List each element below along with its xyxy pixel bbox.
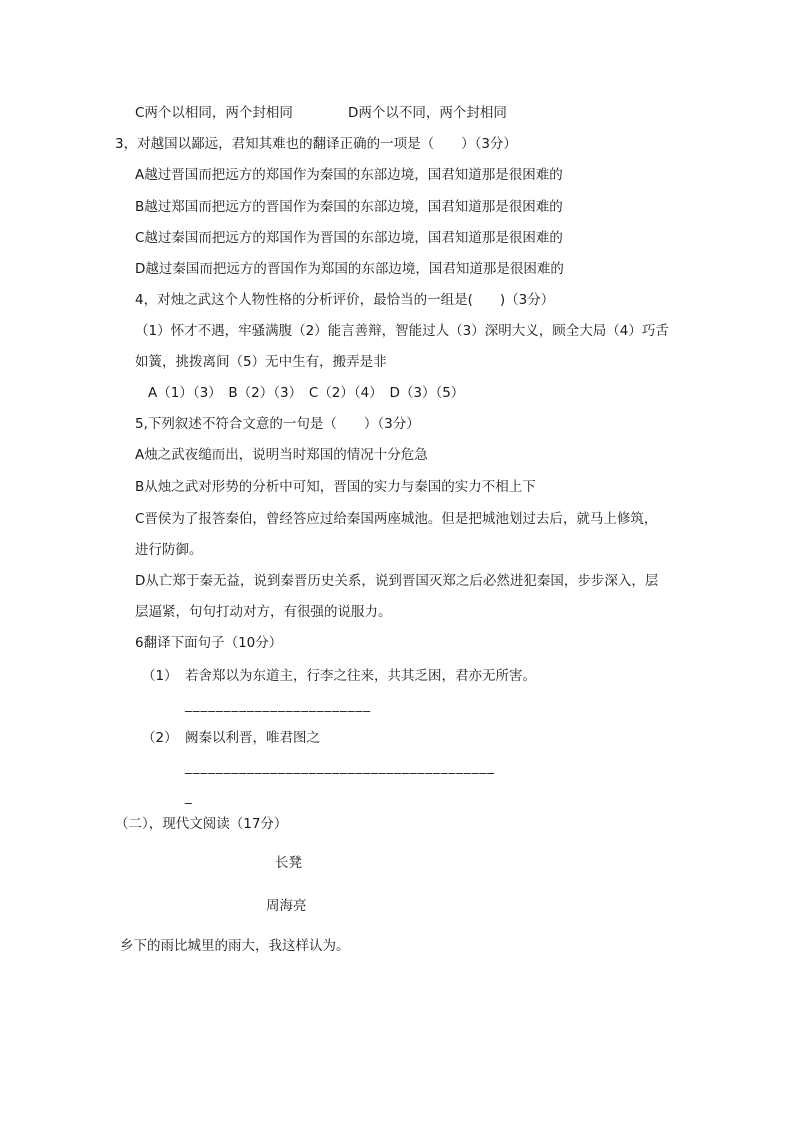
story-first-line: 乡下的雨比城里的雨大，我这样认为。 (120, 938, 350, 954)
q4-traits-line1: （1）怀才不遇，牢骚满腹（2）能言善辩，智能过人（3）深明大义，顾全大局（4）巧舌 (135, 323, 669, 339)
q6-sentence1-answer-blank[interactable]: ________________________ (185, 697, 371, 713)
section2-heading: （二），现代文阅读（17分） (115, 816, 288, 832)
q6-stem: 6翻译下面句子（10分） (135, 635, 283, 651)
q4-traits-line2: 如簧，挑拨离间（5）无中生有，搬弄是非 (135, 354, 387, 370)
q2-option-c: C两个以相同，两个封相同 (135, 105, 293, 121)
q6-sentence2-text: 阙秦以利晋，唯君图之 (185, 730, 320, 746)
q5-option-c-line2: 进行防御。 (135, 542, 203, 558)
q5-stem: 5,下列叙述不符合文意的一句是（ ）（3分） (135, 416, 420, 432)
q3-option-d: D越过秦国而把远方的晋国作为郑国的东部边境，国君知道那是很困难的 (135, 261, 564, 277)
q4-choices: A（1）（3） B（2）（3） C（2）（4） D（3）（5） (148, 385, 465, 401)
q6-sentence2-number: （2） (142, 730, 178, 746)
q6-sentence1-text: 若舍郑以为东道主，行李之往来，共其乏困，君亦无所害。 (185, 668, 536, 684)
q3-option-c: C越过秦国而把远方的郑国作为晋国的东部边境，国君知道那是很困难的 (135, 230, 563, 246)
q5-option-a: A烛之武夜缒而出，说明当时郑国的情况十分危急 (135, 447, 428, 463)
q3-option-b: B越过郑国而把远方的晋国作为秦国的东部边境，国君知道那是很困难的 (135, 199, 563, 215)
q4-stem: 4，对烛之武这个人物性格的分析评价，最恰当的一组是( )（3分） (135, 292, 555, 308)
q6-sentence2-answer-blank[interactable]: ________________________________________ (185, 759, 495, 775)
q6-sentence2-answer-blank-tail[interactable]: _ (185, 789, 193, 805)
story-author: 周海亮 (266, 898, 307, 914)
q5-option-b: B从烛之武对形势的分析中可知，晋国的实力与秦国的实力不相上下 (135, 479, 536, 495)
q5-option-d-line1: D从亡郑于秦无益，说到秦晋历史关系，说到晋国灭郑之后必然进犯秦国，步步深入，层 (135, 573, 659, 589)
q3-option-a: A越过晋国而把远方的郑国作为秦国的东部边境，国君知道那是很困难的 (135, 167, 563, 183)
q5-option-c-line1: C晋侯为了报答秦伯，曾经答应过给秦国两座城池。但是把城池划过去后，就马上修筑， (135, 511, 658, 527)
q3-stem: 3，对越国以鄙远，君知其难也的翻译正确的一项是（ ）（3分） (115, 136, 517, 152)
story-title: 长凳 (275, 855, 302, 871)
q5-option-d-line2: 层逼紧，句句打动对方，有很强的说服力。 (135, 604, 392, 620)
q6-sentence1-number: （1） (142, 668, 178, 684)
q2-option-d: D两个以不同，两个封相同 (348, 105, 507, 121)
